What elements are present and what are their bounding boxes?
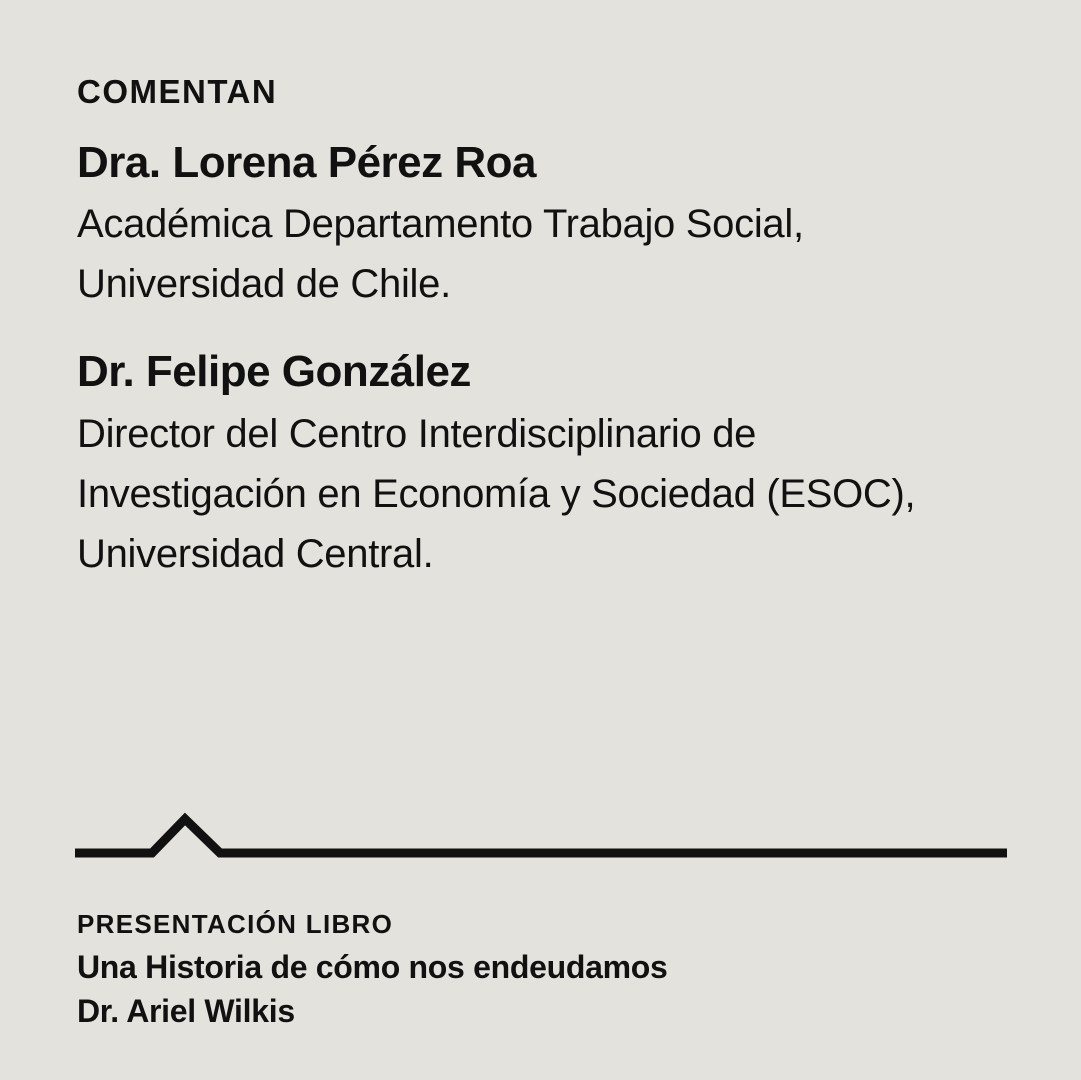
speaker-2-description-line: Universidad Central.: [77, 532, 434, 576]
speaker-2-name: Dr. Felipe González: [77, 347, 471, 396]
speaker-1-description-line: Académica Departamento Trabajo Social,: [77, 202, 804, 246]
speaker-2-description: [77, 404, 915, 584]
speaker-2-description-line: Investigación en Economía y Sociedad (ESOC),: [77, 472, 916, 516]
section-label-comentan: COMENTAN: [77, 73, 278, 110]
speaker-1-description-line: Universidad de Chile.: [77, 262, 451, 306]
footer-label: PRESENTACIÓN LIBRO: [77, 909, 394, 939]
book-title: Una Historia de cómo nos endeudamos: [77, 949, 668, 985]
book-author: Dr. Ariel Wilkis: [77, 993, 295, 1029]
speaker-2-description-line: Director del Centro Interdisciplinario de: [77, 412, 757, 456]
roof-line-divider-icon: [75, 812, 1007, 862]
speaker-1-name: Dra. Lorena Pérez Roa: [77, 138, 536, 187]
speaker-1-description: [77, 194, 804, 314]
